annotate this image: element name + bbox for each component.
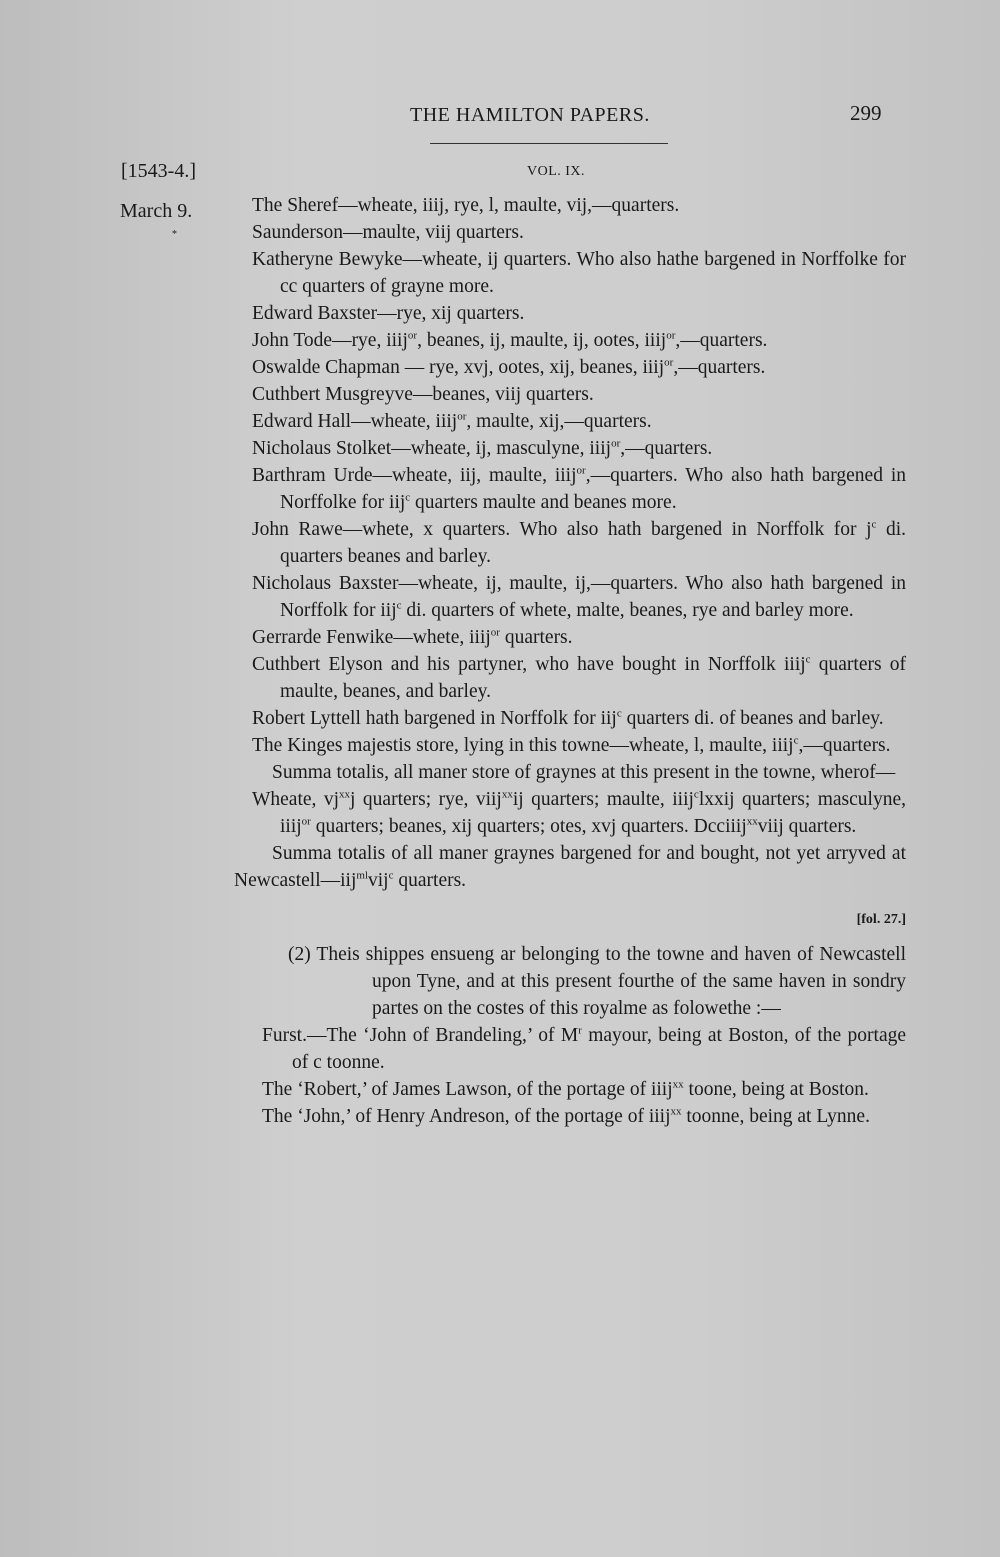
totals-line: Wheate, $vj^{xx}j$ quarters; rye, viij$^{xx}$ij quarters; maulte, iiij$^c$lxxij quarters; masculyne, iiij$^{or}$ quarters; beanes, xij quarters; otes, xvj quarters. Dcciiij$^{xx}$viij quarters. [252,788,906,837]
entry: Edward Baxster—rye, xij quarters. [252,303,525,324]
entry: John Tode—rye, iiij$^{or}$, beanes, ij, maulte, ij, ootes, iiij$^{or}$,—quarters. [252,329,768,351]
ship-entry: The ‘John,’ of Henry Andreson, of the portage of iiij$^{xx}$ toonne, being at Lynne. [262,1105,870,1127]
summa-bargained: Summa totalis of all maner graynes bargened for and bought, not yet arryved at Newcastell—iij$^{ml}$vij$^c$ quarters. [234,843,906,891]
page-number: 299 [850,101,882,125]
entry: Katheryne Bewyke—wheate, ij quarters. Who also hathe bargened in Norffolke for cc quarters of grayne more. [252,249,906,297]
ship-entry: Furst.—The ‘John of Brandeling,’ of $M^r$ mayour, being at Boston, of the portage of c toonne. [262,1024,907,1073]
entry: Oswalde Chapman — rye, xvj, ootes, xij, beanes, iiij$^{or}$,—quarters. [252,356,766,378]
entry: Cuthbert Musgreyve—beanes, viij quarters. [252,384,594,405]
ships-intro: (2) Theis shippes ensueng ar belonging to the towne and haven of Newcastell upon Tyne, and at this present fourthe of the same haven in sondry partes on the costes of this royalme as folowethe :— [288,944,906,1019]
entry: Edward Hall—wheate, iiij$^{or}$, maulte, xij,—quarters. [252,410,652,432]
entry: Barthram Urde—wheate, iij, maulte, iiij$^{or}$,—quarters. Who also hath bargened in Norffolke for iij$^c$ quarters maulte and beanes more. [252,464,906,513]
entry: The Sheref—wheate, iiij, rye, l, maulte, vij,—quarters. [252,195,680,216]
volume-label: VOL. IX. [527,164,586,179]
entry: Robert Lyttell hath bargened in Norffolk for iij$^c$ quarters di. of beanes and barley. [252,707,884,729]
summa-store: Summa totalis, all maner store of graynes at this present in the towne, wherof— [272,762,896,783]
margin-year: [1543-4.] [121,160,196,182]
header-rule [430,143,668,144]
entry: Saunderson—maulte, viij quarters. [252,222,524,243]
entry: Cuthbert Elyson and his partyner, who have bought in Norffolk iiij$^c$ quarters of maulte, beanes, and barley. [252,653,906,702]
entry: Nicholaus Stolket—wheate, ij, masculyne, iiij$^{or}$,—quarters. [252,437,713,459]
entry: Nicholaus Baxster—wheate, ij, maulte, ij,—quarters. Who also hath bargened in Norffolk for iij$^c$ di. quarters of whete, malte, beanes, rye and barley more. [252,573,906,621]
margin-mark: * [172,229,177,240]
entry: Gerrarde Fenwike—whete, iiij$^{or}$ quarters. [252,626,573,648]
ship-entry: The ‘Robert,’ of James Lawson, of the portage of iiij$^{xx}$ toone, being at Boston. [262,1078,869,1100]
margin-date: March 9. [120,200,193,222]
folio-reference: [fol. 27.] [856,912,906,927]
entry: John Rawe—whete, x quarters. Who also hath bargened in Norffolk for $j^c$ di. quarters beanes and barley. [252,518,906,567]
page-body [234,192,906,1130]
running-title: THE HAMILTON PAPERS. [410,104,650,126]
entry: The Kinges majestis store, lying in this towne—wheate, l, maulte, iiij$^c$,—quarters. [252,734,891,756]
